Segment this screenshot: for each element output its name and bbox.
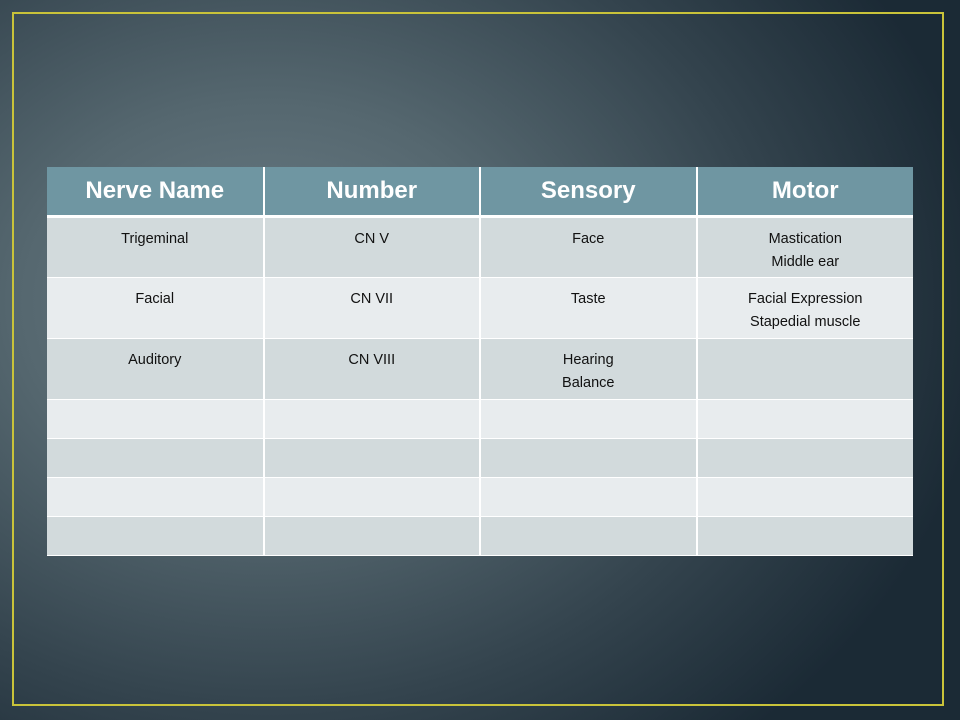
table-row	[47, 217, 913, 278]
cell-motor	[697, 339, 914, 400]
cell-empty	[264, 400, 481, 439]
motor-text: Mastication	[768, 231, 842, 247]
nerve-table-container	[47, 167, 913, 556]
cell-empty	[480, 517, 697, 556]
table-header-row	[47, 167, 913, 217]
cell-empty	[480, 400, 697, 439]
cell-sensory	[480, 278, 697, 339]
motor-text: Middle ear	[771, 254, 840, 270]
sensory-text: Face	[572, 231, 605, 247]
cell-nerve-name	[47, 339, 264, 400]
cell-sensory	[480, 339, 697, 400]
cell-motor	[697, 278, 914, 339]
cell-number	[264, 278, 481, 339]
cell-nerve-name	[47, 217, 264, 278]
cell-empty	[697, 517, 914, 556]
cell-nerve-name	[47, 278, 264, 339]
nerve-name-text: Trigeminal	[121, 231, 189, 247]
cell-empty	[264, 439, 481, 478]
header-motor: Motor	[697, 167, 914, 217]
table-row-empty	[47, 478, 913, 517]
nerve-number-text: CN VII	[350, 291, 394, 307]
cranial-nerve-table	[47, 167, 913, 556]
cell-empty	[47, 517, 264, 556]
motor-text: Stapedial muscle	[750, 314, 861, 330]
table-row-empty	[47, 439, 913, 478]
header-nerve-name: Nerve Name	[47, 167, 264, 217]
cell-motor	[697, 217, 914, 278]
cell-empty	[697, 400, 914, 439]
cell-empty	[47, 478, 264, 517]
cell-empty	[47, 439, 264, 478]
header-sensory: Sensory	[480, 167, 697, 217]
cell-empty	[480, 439, 697, 478]
motor-text: Facial Expression	[748, 291, 863, 307]
cell-number	[264, 339, 481, 400]
cell-empty	[264, 517, 481, 556]
sensory-text: Hearing	[562, 352, 614, 368]
nerve-number-text: CN VIII	[348, 352, 396, 368]
header-number: Number	[264, 167, 481, 217]
table-row-empty	[47, 517, 913, 556]
cell-empty	[697, 439, 914, 478]
cell-empty	[697, 478, 914, 517]
cell-empty	[47, 400, 264, 439]
cell-sensory	[480, 217, 697, 278]
nerve-number-text: CN V	[354, 231, 390, 247]
table-row	[47, 339, 913, 400]
cell-empty	[264, 478, 481, 517]
sensory-text: Balance	[562, 375, 615, 391]
cell-empty	[480, 478, 697, 517]
cell-number	[264, 217, 481, 278]
nerve-name-text: Facial	[135, 291, 175, 307]
nerve-name-text: Auditory	[128, 352, 182, 368]
table-row-empty	[47, 400, 913, 439]
sensory-text: Taste	[570, 291, 606, 307]
table-row	[47, 278, 913, 339]
